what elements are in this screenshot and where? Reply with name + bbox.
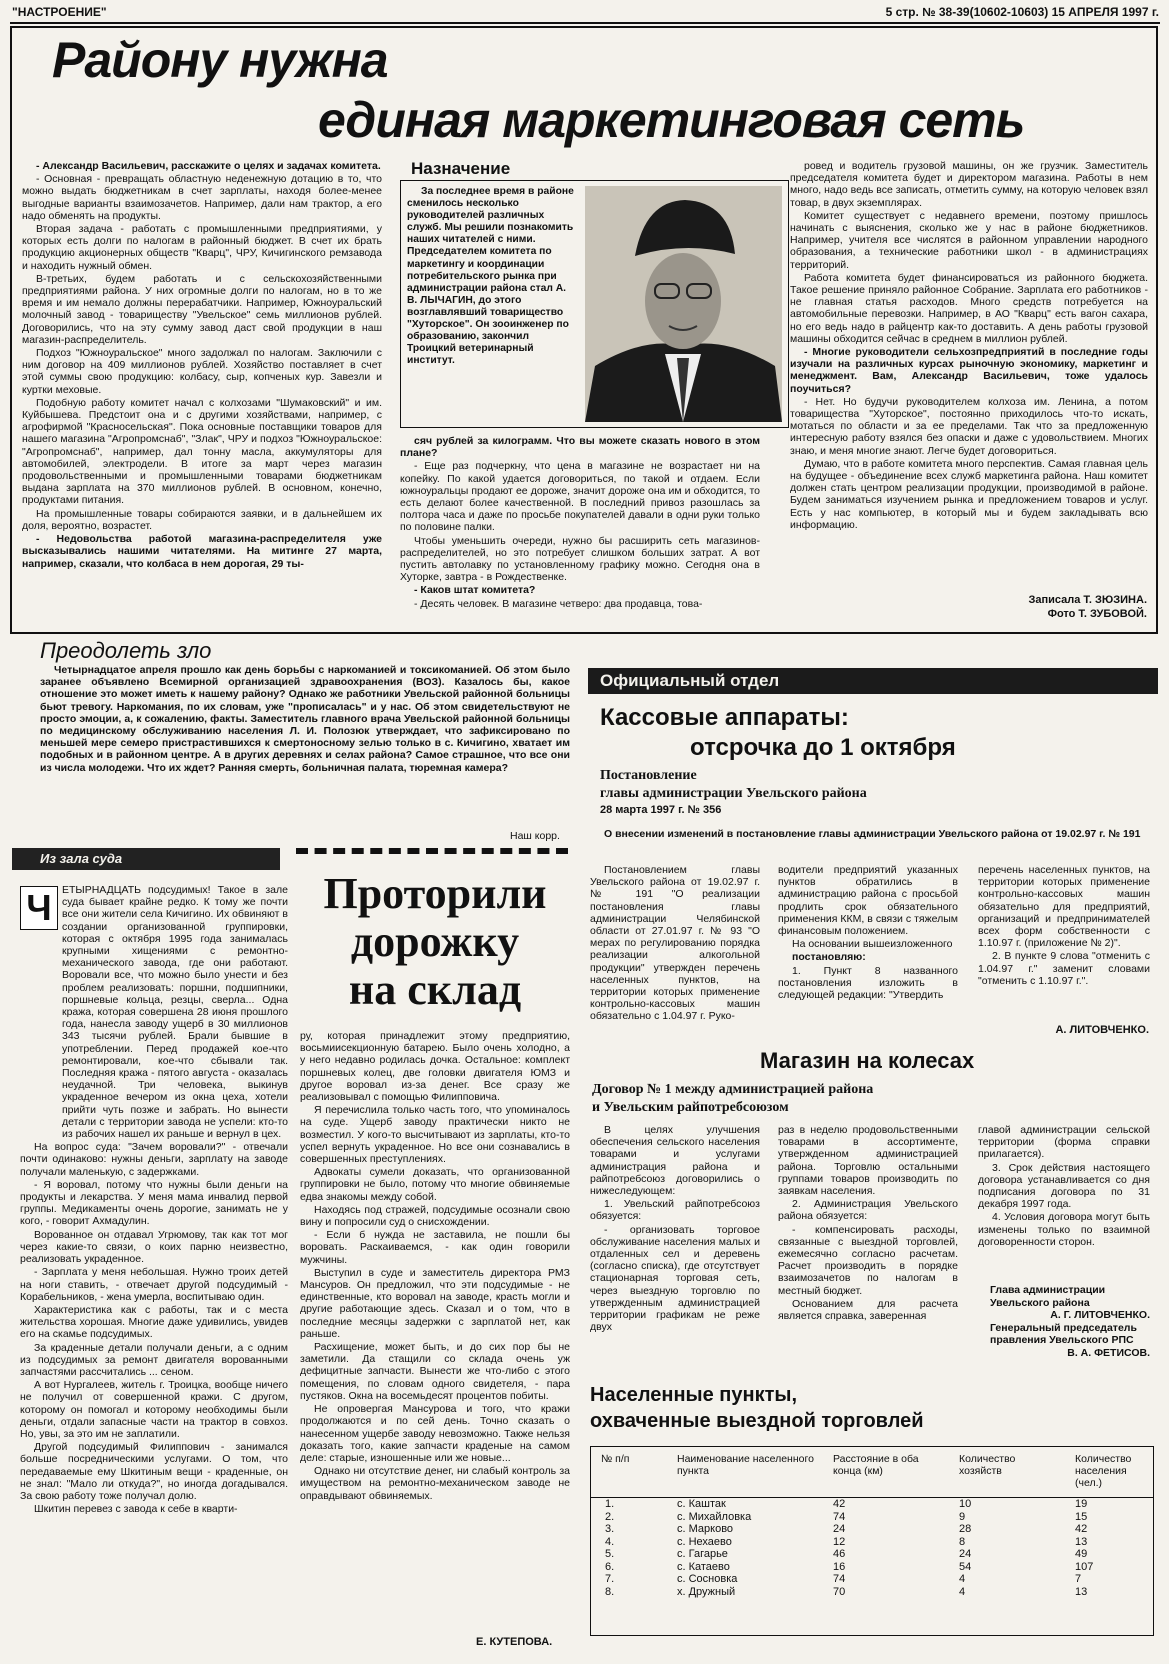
- table-cell: 7: [1075, 1573, 1082, 1585]
- paragraph: Другой подсудимый Филиппович - занимался больше посредническими услугами. О том, что передаваемые ему Шкитиным вещи - краденные, он не знал: "Мало ли откуда?", но иногда догадывался. За свою работу тоже получал долю.: [20, 1441, 288, 1502]
- paragraph: - организовать торговое обслуживание населения малых и отдаленных сел и деревень (согласно списка), где отсутствует стационарная торговая сеть, через выездную торговлю по утвержденным администрацией территории графикам не реже двух: [590, 1223, 760, 1334]
- table-cell: 7.: [605, 1573, 615, 1585]
- paragraph: Работа комитета будет финансироваться из районного бюджета. Такое решение приняло районное Собрание. Зарплата его работников - не главная статья расходов. Много средств потребуется на автомобильные перевозки. Например, в АО "Кварц" есть вагон сахара, но его ведь надо в райцентр как-то доставить. А день работы грузовой машины обходится сейчас в среднем в миллион рублей.: [790, 271, 1148, 345]
- paragraph: перечень населенных пунктов, на территории которых применение контрольно-кассовых машин обязательно для предприятий, организаций и предпринимателей всех форм собственности с 1.10.97 г. (приложение № 2)".: [978, 864, 1150, 950]
- paragraph: - Зарплата у меня небольшая. Нужно троих детей на ноги ставить, - отвечает другой подсудимый - Корабельников, - жена умерла, воспитываю один.: [20, 1266, 288, 1303]
- wheels-subtitle-1: Договор № 1 между администрацией района: [592, 1082, 874, 1097]
- court-column-2: [300, 1030, 570, 1630]
- table-cell: 49: [1075, 1548, 1088, 1560]
- paragraph: Не опровергая Мансурова и того, что кражи продолжаются и по сей день. Точно сказать о нанесенном ущербе заводу невозможно. Также нельзя доказать того, какие запчасти краденые на самом деле: старые, изношенные или же новые...: [300, 1403, 570, 1464]
- table-cell: 6.: [605, 1560, 615, 1573]
- table-cell: 1.: [605, 1498, 615, 1510]
- paragraph: Чтобы уменьшить очереди, нужно бы расширить сеть магазинов-распределителей, но это потребует слишком больших затрат. А вот пустить автолавку по установленному графику можно. Сегодня она в Хуторке, завтра - в Рождественке.: [400, 534, 760, 584]
- table-cell: 8.: [605, 1585, 615, 1598]
- wheels-subtitle-2: и Увельским райпотребсоюзом: [592, 1100, 789, 1115]
- evil-title: Преодолеть зло: [40, 638, 212, 663]
- paragraph: - Александр Васильевич, расскажите о целях и задачах комитета.: [36, 160, 381, 172]
- paragraph: - Недовольства работой магазина-распределителя уже высказывались нашими читателями. На митинге 27 марта, например, сказали, что колбаса в нем дорогая, 29 ты-: [22, 533, 382, 570]
- table-cell: 70: [833, 1585, 846, 1598]
- paragraph: - Многие руководители сельхозпредприятий в последние годы изучали на различных курсах рыночную экономику, маркетинг и менеджмент. Вам, Александр Васильевич, тоже удалось поучиться?: [790, 346, 1148, 395]
- paragraph: Ворованное он отдавал Угрюмову, так как тот мог через какие-то связи, о коих парню неизвестно, реализовать украденное.: [20, 1228, 288, 1266]
- table-header-cell: № п/п: [591, 1447, 667, 1498]
- paragraph: Подобную работу комитет начал с колхозами "Шумаковский" и им. Куйбышева. Предстоит она и с другими хозяйствами, например, с агрофирмой "Красносельская". Пока основные поставщики товаров для нашего магазина "Агропромснаб", "Злак", ЧРУ и подхоз "Южноуральское: "Агропромснаб", например, дал тонну масла, аккумуляторы для автомобилей, электродели. В итоге за март через магазин продовольственными и промышленными товарами бюджетникам выдана зарплата на 370 миллионов рублей. В основном, конечно, продуктами питания.: [22, 396, 382, 507]
- decree-subtitle: главы администрации Увельского района: [600, 786, 867, 801]
- wheels-column-3: [978, 1124, 1150, 1264]
- table-row: [591, 1536, 1153, 1549]
- paragraph: 3. Срок действия настоящего договора устанавливается со дня подписания договора по 31 декабря 1997 года.: [978, 1161, 1150, 1211]
- court-title-line1: Проторили: [323, 869, 547, 918]
- paragraph: А вот Нургалеев, житель г. Троицка, вообще ничего не получил от совершенной кражи. С другом, которому он помогал и которому необходимы были деньги, отдали запасные части на трактор в совхоз. Но, увы, за это им не заплатили.: [20, 1379, 288, 1440]
- credit-photo: Фото Т. ЗУБОВОЙ.: [1047, 608, 1147, 620]
- main-title-line2: единая маркетинговая сеть: [318, 92, 1025, 148]
- table-cell: с. Марково: [677, 1523, 734, 1535]
- table-cell: 13: [1075, 1535, 1088, 1548]
- table-cell: 46: [833, 1548, 846, 1560]
- table-cell: с. Сосновка: [677, 1573, 738, 1585]
- paragraph: 1. Увельский райпотребсоюз обязуется:: [590, 1198, 760, 1223]
- table-cell: 12: [833, 1535, 846, 1548]
- court-title: [300, 870, 570, 1014]
- decree-subject: О внесении изменений в постановление главы администрации Увельского района от 19.02.97 г. № 191: [604, 828, 1141, 840]
- table-row: [591, 1586, 1153, 1599]
- table-header-row: [591, 1447, 1153, 1498]
- paragraph: ровед и водитель грузовой машины, он же грузчик. Заместитель председателя комитета будет и директором магазина. Работы в нем много, надо ведь все записать, отметить сумму, на которую человек взял товар, в двух экземплярах.: [790, 160, 1148, 209]
- table-cell: с. Катаево: [677, 1560, 730, 1573]
- table-cell: 28: [959, 1523, 972, 1535]
- court-author: Е. КУТЕПОВА.: [476, 1636, 553, 1648]
- court-rubric-rule: [296, 848, 568, 856]
- official-column-2: [778, 864, 958, 1034]
- settlements-title-1: Населенные пункты,: [590, 1384, 798, 1406]
- table-row: [591, 1548, 1153, 1561]
- evil-author: Наш корр.: [510, 830, 560, 842]
- table-cell: 5.: [605, 1548, 615, 1560]
- table-cell: с. Нехаево: [677, 1535, 732, 1548]
- paragraph: - Нет. Но будучи руководителем колхоза им. Ленина, а потом товарищества "Хуторское", постоянно приходилось что-то искать, мотаться по области и за ее пределами. Так что за предложенную интересную работу взялся без опаски и даже с удовольствием. Многих знаю, и меня многие знают. Легче будет договориться.: [790, 395, 1148, 457]
- paragraph: 2. Администрация Увельского района обязуется:: [778, 1198, 958, 1223]
- table-cell: 74: [833, 1573, 846, 1585]
- decree-date: 28 марта 1997 г. № 356: [600, 804, 722, 816]
- paragraph: ру, которая принадлежит этому предприятию, восьмиисекционную батарею. Было очень холодно, а у него недавно родилась дочка. Остальное: комплект поршневых колец, две головки двигателя ЮМЗ и другое воровал из-за денег. Все сразу же реализовывал с помощью Филипповича.: [300, 1030, 570, 1104]
- court-column-1: [20, 884, 288, 1624]
- table-cell: 4: [959, 1573, 966, 1585]
- table-cell: 19: [1075, 1498, 1088, 1510]
- paragraph: главой администрации сельской территории (форма справки прилагается).: [978, 1124, 1150, 1161]
- paragraph: - Основная - превращать областную неденежную дотацию в то, что можно выдать бюджетникам в счет зарплаты, находя более-менее выгодные варианты взаимозачетов. Например, дали нам трактор, а его надо обменять на продукты.: [22, 173, 382, 222]
- paragraph: В целях улучшения обеспечения сельского населения товарами и услугами администрация района и райпотребсоюз договорились о нижеследующем:: [590, 1124, 760, 1198]
- paragraph: 1. Пункт 8 названного постановления изложить в следующей редакции: "Утвердить: [778, 964, 958, 1002]
- table-cell: 42: [833, 1498, 846, 1510]
- table-cell: х. Дружный: [677, 1585, 736, 1598]
- paragraph: - Еще раз подчеркну, что цена в магазине не возрастает ни на копейку. По какой удается договориться, по такой и отдаем. Если южноуральцы продают ее дороже, значит дороже она им и обходится, то есть делают более качественной. В последний привоз разошлась за полтора часа и даже по просьбе покупателей давали в одни руки только по половине палки.: [400, 460, 760, 534]
- wheels-signatures: [990, 1284, 1150, 1359]
- paragraph: сяч рублей за килограмм. Что вы можете сказать нового в этом плане?: [400, 435, 760, 460]
- table-header-cell: Наименование населенного пункта: [667, 1447, 823, 1498]
- table-cell: 74: [833, 1510, 846, 1523]
- portrait-photo-icon: [585, 186, 782, 422]
- table-cell: 13: [1075, 1585, 1088, 1598]
- main-article-column-3: [790, 160, 1148, 610]
- paragraph: Комитет существует с недавнего времени, поэтому пришлось начинать с выяснения, сколько же у нас в районе бюджетников. Например, учителя все числятся в районном управлении народного образования, а технические работники школ - в администрациях территорий.: [790, 209, 1148, 271]
- wheels-column-1: [590, 1124, 760, 1364]
- paragraph: Я перечислила только часть того, что упоминалось на суде. Ущерб заводу практически никто не возместил. У кого-то высчитывают из зарплаты, кто-то успел вернуть украденное. Но все они сознавались в совершенных преступлениях.: [300, 1104, 570, 1166]
- signature-line-5: В. А. ФЕТИСОВ.: [1067, 1346, 1150, 1359]
- appointment-title: Назначение: [407, 159, 514, 179]
- paragraph: Основанием для расчета является справка, заверенная: [778, 1297, 958, 1323]
- official-signer: А. ЛИТОВЧЕНКО.: [1055, 1024, 1149, 1036]
- settlements-title-2: охваченные выездной торговлей: [590, 1410, 924, 1432]
- paragraph: Шкитин перевез с завода к себе в кварти-: [34, 1503, 238, 1516]
- paragraph: - компенсировать расходы, связанные с выездной торговлей, ежемесячно согласно расчетам. Расчет производить в порядке взаимозачетов по налогам в местный бюджет.: [778, 1223, 958, 1297]
- signature-line-4: Генеральный председатель правления Увельского РПС: [990, 1321, 1137, 1346]
- credit-writer: Записала Т. ЗЮЗИНА.: [1028, 594, 1147, 606]
- paragraph: 4. Условия договора могут быть изменены только по взаимной договоренности сторон.: [978, 1211, 1150, 1248]
- paragraph: раз в неделю продовольственными товарами в ассортименте, утвержденном администрацией района. Торговлю остальными группами товаров производить по заявкам населения.: [778, 1124, 958, 1198]
- table-cell: 15: [1075, 1510, 1088, 1523]
- paragraph: На промышленные товары собираются заявки, и в дальнейшем их доля, вероятно, возрастет.: [22, 507, 382, 532]
- paper-name: "НАСТРОЕНИЕ": [12, 5, 107, 19]
- main-article-column-2: [400, 435, 760, 630]
- signature-line-1: Глава администрации: [990, 1284, 1106, 1296]
- table-row: [591, 1523, 1153, 1536]
- table-cell: 3.: [605, 1523, 615, 1535]
- court-rubric: Из зала суда: [12, 848, 280, 870]
- official-rubric: Официальный отдел: [588, 668, 1158, 694]
- table-cell: 8: [959, 1535, 966, 1548]
- court-dropcap: Ч: [20, 886, 58, 930]
- paragraph: На основании вышеизложенного: [792, 938, 953, 951]
- official-title-line1: Кассовые аппараты:: [600, 704, 849, 731]
- court-title-line2: дорожку: [350, 917, 520, 966]
- table-cell: 54: [959, 1560, 972, 1573]
- paragraph: За краденные детали получали деньги, а с одним из подсудимых за ремонт двигателя ворованными запчастями рассчитались ... сеном.: [20, 1341, 288, 1378]
- paragraph: Расхищение, может быть, и до сих пор бы не заметили. Да стащили со склада очень уж дефицитные запчасти. Вынести же что-либо с этого помещения, по словам одного свидетеля, - пара пустяков. Окна на восемьдесят процентов побиты.: [300, 1341, 570, 1402]
- court-title-line3: на склад: [348, 965, 522, 1014]
- table-cell: 16: [833, 1560, 846, 1573]
- table-cell: 4.: [605, 1535, 615, 1548]
- paragraph: Адвокаты сумели доказать, что организованной группировки не было, потому что многие обвиняемые едва знакомы между собой.: [300, 1166, 570, 1203]
- paragraph: - Десять человек. В магазине четверо: два продавца, това-: [414, 597, 703, 610]
- paragraph: 2. В пункте 9 слова "отменить с 1.04.97 г." заменит словами "отменить с 1.10.97 г.".: [978, 950, 1150, 987]
- official-column-3: [978, 864, 1150, 1014]
- official-title-line2: отсрочка до 1 октября: [690, 734, 956, 761]
- main-title-line1: Району нужна: [52, 32, 388, 88]
- paragraph: водители предприятий указанных пунктов обратились в администрацию района с просьбой продлить срок обязательного применения ККМ, в связи с тяжелым финансовым положением.: [778, 864, 958, 938]
- settlements-table-frame: [590, 1446, 1154, 1636]
- table-header-cell: Расстояние в оба конца (км): [823, 1447, 949, 1498]
- table-header-cell: Количество населения (чел.): [1065, 1447, 1153, 1498]
- paragraph: - Каков штат комитета?: [414, 584, 536, 597]
- paragraph: Характеристика как с работы, так и с места жительства хорошая. Многие даже удивились, увидев его на скамье подсудимых.: [20, 1303, 288, 1341]
- paragraph: Подхоз "Южноуральское" много задолжал по налогам. Заключили с ним договор на 409 миллионов рублей. Хозяйство поставляет в счет этой суммы свою продукцию: колбасу, сыр, копченых кур. Завезли и куртки меховые.: [22, 347, 382, 396]
- table-cell: с. Каштак: [677, 1498, 726, 1510]
- evil-text: Четырнадцатое апреля прошло как день борьбы с наркоманией и токсикоманией. Об этом было заранее объявлено Всемирной организацией здравоохранения (ВОЗ). Казалось бы, какое отношение это может иметь к нашему району? Однако же работники Увельской районной больницы бьют тревогу. Наркомания, по их словам, уже "прописалась" и у нас. Об этом свидетельствуют не просто эмоции, а, к сожалению, факты. Заместитель главного врача Увельской районной больницы по медицинскому обслуживанию населения Л. И. Полозюк утверждает, что зафиксировано по меньшей мере семеро пристрастившихся к смертоносному зелью только в с. Кичигино, хватает им подобных и в районном центре. А в других деревнях и селах района? Самое страшное, что все они из числа молодежи. Что их ждет? Ранняя смерть, больничная палата, тюремная камера?: [40, 664, 570, 774]
- table-cell: 42: [1075, 1523, 1088, 1535]
- paragraph: Выступил в суде и заместитель директора РМЗ Мансуров. Он предложил, что эти подсудимые - не единственные, кто воровал на заводе, красть могли и другие работающие здесь. Сказал и о том, что в последние месяцы задержки с зарплатой нет, как раньше.: [300, 1266, 570, 1340]
- paragraph: Находясь под стражей, подсудимые осознали свою вину и попросили суд о снисхождении.: [300, 1203, 570, 1229]
- paragraph: На вопрос суда: "Зачем воровали?" - отвечали почти одинаково: нужны деньги, зарплату на заводе получали маленькую, с задержками.: [20, 1141, 288, 1178]
- table-cell: 24: [833, 1523, 846, 1535]
- main-article-column-1: [22, 160, 382, 630]
- table-cell: 2.: [605, 1510, 615, 1523]
- table-row: [591, 1561, 1153, 1574]
- paragraph: ЕТЫРНАДЦАТЬ подсудимых! Такое в зале суда бывает крайне редко. К тому же почти все они жители села Кичигино. Их обвиняют в создании организованной группировки, которая с октября 1995 года занималась крупными хищениями с ремонтно-механического завода, где они работают. Воровали все, что можно было унести и без проблем реализовать: поршни, подшипники, поршневые кольца, резцы, сверла... Одна кража, которая совершена 28 июня прошлого года, нанесла заводу ущерб в 30 миллионов 343 тысячи рублей. Брали бывшие в употреблении. Перед продажей кое-что ремонтировали, кое-что сбывали так. Последняя кража - пятого августа - оказалась неудачной. Три человека, выкинув украденное вечером из окна цеха, хотели прийти чуть позже и забрать. Но вынести детали с территории завода не успели: кто-то из рабочих нашел их раньше и вернул в цех.: [62, 884, 288, 1141]
- decree-title: Постановление: [600, 768, 697, 783]
- table-row: [591, 1511, 1153, 1524]
- portrait-photo: [585, 186, 782, 422]
- paragraph: - Если б нужда не заставила, не пошли бы воровать. Раскаиваемся, - как один говорили мужчины.: [300, 1229, 570, 1266]
- wheels-title: Магазин на колесах: [760, 1048, 975, 1073]
- paragraph: Однако ни отсутствие денег, ни слабый контроль за имуществом на ремонтно-механическом заводе не оправдывают обвиняемых.: [300, 1465, 570, 1502]
- table-row: [591, 1573, 1153, 1586]
- signature-line-2: Увельского района: [990, 1296, 1090, 1309]
- table-cell: с. Михайловка: [677, 1510, 752, 1523]
- table-cell: 10: [959, 1498, 972, 1510]
- signature-line-3: А. Г. ЛИТОВЧЕНКО.: [1050, 1309, 1150, 1321]
- table-cell: 9: [959, 1510, 966, 1523]
- table-row: [591, 1498, 1153, 1511]
- paragraph: Постановлением главы Увельского района от 19.02.97 г. № 191 "О реализации постановления главы администрации Челябинской области от 27.01.97 г. № 93 "О мерах по регулированию порядка реализации алкогольной продукции" утвержден перечень населенных пунктов, на территории которых применение контрольно-кассовых машин обязательно с 1.04.97 г. Руко-: [590, 864, 760, 1023]
- appointment-text: За последнее время в районе сменилось несколько руководителей различных служб. Мы решили познакомить наших читателей с ними. Председателем комитета по маркетингу и координации потребительского рынка при администрации района стал А. В. ЛЫЧАГИН, до этого возглавлявший товарищество "Хуторское". Он зооинженер по образованию, закончил Троицкий ветеринарный институт.: [407, 186, 574, 367]
- settlements-table: [591, 1447, 1153, 1598]
- table-cell: 107: [1075, 1560, 1094, 1573]
- wheels-column-2: [778, 1124, 958, 1364]
- official-column-1: [590, 864, 760, 1034]
- table-cell: 4: [959, 1585, 966, 1598]
- paragraph: - Я воровал, потому что нужны были деньги на продукты и лекарства. У меня мама инвалид первой группы. Медикаменты очень дорогие, занимать не у кого, - говорит Ахмадулин.: [20, 1178, 288, 1228]
- table-header-cell: Количество хозяйств: [949, 1447, 1065, 1498]
- paragraph: постановляю:: [792, 951, 866, 964]
- paragraph: Вторая задача - работать с промышленными предприятиями, у которых есть долги по налогам в районный бюджет. В счет их брать продукцию акционерных обществ "Кварц", ЧРУ, Кичигинского ремзавода и находить нужный обмен.: [22, 223, 382, 272]
- table-cell: 24: [959, 1548, 972, 1560]
- paragraph: Думаю, что в работе комитета много перспектив. Самая главная цель на будущее - объединение всех служб маркетинга района. Наш комитет должен стать центром реализации продукции, производимой в районе. Будем заниматься изучением рынка и предложением товаров и услуг. Есть у нас компьютер, в который мы и будем закладывать всю информацию.: [790, 457, 1148, 531]
- paragraph: В-третьих, будем работать и с сельскохозяйственными предприятиями района. У них огромные долги по налогам, но в то же время и им немало должны перерабатчики. Например, Южноуральский молочный завод - товариществу "Увельское" семь миллионов рублей. Договорились, что на эту сумму завод даст свой продукции в наш магазин-распределитель.: [22, 272, 382, 346]
- issue-line: 5 стр. № 38-39(10602-10603) 15 АПРЕЛЯ 1997 г.: [885, 5, 1159, 19]
- table-cell: с. Гагарье: [677, 1548, 728, 1560]
